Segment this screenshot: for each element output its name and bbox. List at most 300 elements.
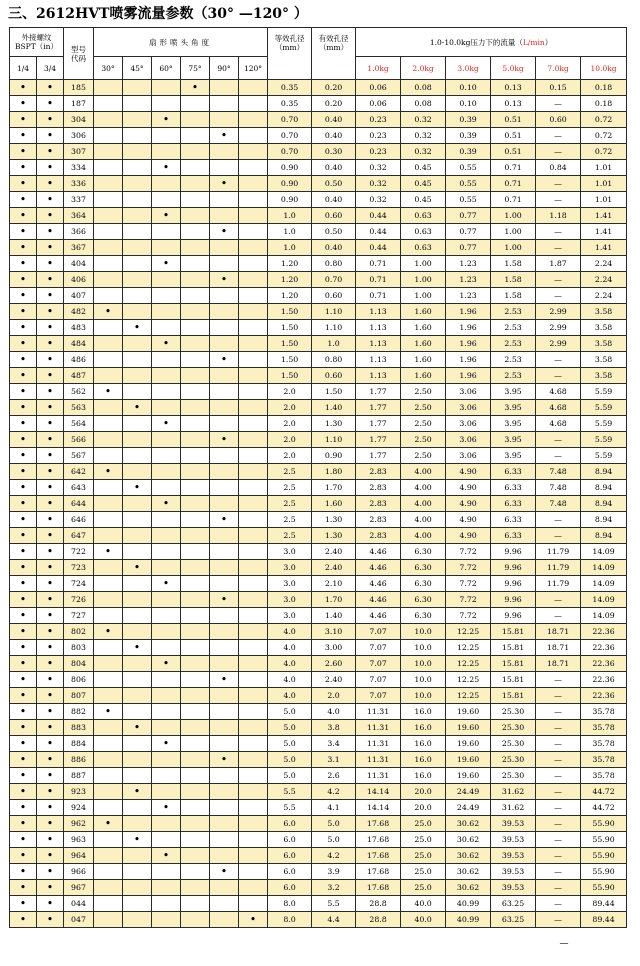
flow-cell: 3.58	[581, 368, 627, 384]
angle-cell	[123, 432, 152, 448]
angle-cell	[94, 112, 123, 128]
flow-cell: —	[536, 592, 581, 608]
model-code-cell: 487	[64, 368, 94, 384]
angle-cell	[181, 288, 210, 304]
angle-cell	[123, 416, 152, 432]
effective-orifice-cell: 0.70	[312, 272, 356, 288]
flow-cell: 3.58	[581, 320, 627, 336]
flow-cell: 0.44	[356, 208, 401, 224]
model-code-cell: 337	[64, 192, 94, 208]
table-row	[10, 288, 627, 304]
angle-cell	[210, 640, 239, 656]
angle-cell	[239, 896, 268, 912]
thread-quarter-mark: •	[10, 96, 37, 112]
angle-cell	[239, 192, 268, 208]
angle-cell	[152, 96, 181, 112]
flow-cell: 6.33	[491, 528, 536, 544]
angle-cell	[94, 288, 123, 304]
angle-cell	[152, 464, 181, 480]
equivalent-orifice-cell: 1.20	[268, 256, 312, 272]
thread-three-quarter-mark: •	[37, 336, 64, 352]
flow-cell: 25.0	[401, 816, 446, 832]
flow-cell: 0.45	[401, 176, 446, 192]
angle-cell	[181, 192, 210, 208]
equivalent-orifice-cell: 5.5	[268, 800, 312, 816]
flow-cell: 1.01	[581, 176, 627, 192]
flow-cell: 30.62	[446, 864, 491, 880]
flow-cell: 6.30	[401, 592, 446, 608]
table-row	[10, 176, 627, 192]
flow-cell: 25.30	[491, 720, 536, 736]
thread-quarter-mark: •	[10, 144, 37, 160]
angle-mark: •	[152, 336, 181, 352]
flow-cell: 39.53	[491, 848, 536, 864]
angle-cell	[152, 768, 181, 784]
flow-cell: —	[536, 752, 581, 768]
thread-three-quarter-mark: •	[37, 672, 64, 688]
flow-cell: 0.06	[356, 96, 401, 112]
equivalent-orifice-cell: 3.0	[268, 560, 312, 576]
flow-cell: 0.45	[401, 160, 446, 176]
flow-cell: 1.58	[491, 272, 536, 288]
table-row	[10, 720, 627, 736]
flow-cell: —	[536, 368, 581, 384]
flow-cell: 4.00	[401, 464, 446, 480]
flow-cell: 1.77	[356, 384, 401, 400]
flow-cell: 11.79	[536, 576, 581, 592]
flow-cell: 0.51	[491, 112, 536, 128]
flow-cell: 3.58	[581, 304, 627, 320]
angle-cell	[152, 544, 181, 560]
angle-cell	[210, 288, 239, 304]
flow-cell: 2.83	[356, 496, 401, 512]
flow-cell: 7.48	[536, 464, 581, 480]
flow-cell: 28.8	[356, 896, 401, 912]
table-row	[10, 480, 627, 496]
angle-cell	[239, 128, 268, 144]
table-row	[10, 352, 627, 368]
angle-cell	[181, 656, 210, 672]
flow-cell: —	[536, 144, 581, 160]
angle-cell	[94, 496, 123, 512]
angle-cell	[239, 848, 268, 864]
flow-cell: 1.60	[401, 352, 446, 368]
angle-cell	[210, 544, 239, 560]
angle-cell	[94, 528, 123, 544]
flow-cell: 0.72	[581, 128, 627, 144]
angle-cell	[210, 704, 239, 720]
flow-cell: 6.30	[401, 576, 446, 592]
thread-three-quarter-mark: •	[37, 256, 64, 272]
model-code-cell: 483	[64, 320, 94, 336]
effective-orifice-cell: 1.0	[312, 336, 356, 352]
model-code-cell: 644	[64, 496, 94, 512]
angle-cell	[181, 560, 210, 576]
angle-cell	[123, 144, 152, 160]
angle-cell	[123, 384, 152, 400]
table-row	[10, 624, 627, 640]
spray-flow-table	[9, 27, 627, 928]
flow-cell: 8.94	[581, 528, 627, 544]
angle-cell	[152, 352, 181, 368]
model-code-cell: 643	[64, 480, 94, 496]
table-row	[10, 672, 627, 688]
angle-cell	[181, 608, 210, 624]
thread-quarter-mark: •	[10, 448, 37, 464]
thread-quarter-mark: •	[10, 256, 37, 272]
model-code-cell: 366	[64, 224, 94, 240]
angle-cell	[210, 304, 239, 320]
angle-cell	[210, 688, 239, 704]
angle-mark: •	[152, 496, 181, 512]
thread-three-quarter-mark: •	[37, 608, 64, 624]
thread-quarter-mark: •	[10, 864, 37, 880]
flow-cell: 16.0	[401, 768, 446, 784]
angle-cell	[181, 832, 210, 848]
angle-cell	[123, 192, 152, 208]
angle-mark: •	[123, 320, 152, 336]
angle-cell	[181, 128, 210, 144]
angle-cell	[210, 528, 239, 544]
flow-cell: 1.60	[401, 304, 446, 320]
angle-cell	[152, 672, 181, 688]
angle-cell	[181, 688, 210, 704]
thread-quarter-mark: •	[10, 496, 37, 512]
angle-cell	[210, 720, 239, 736]
flow-cell: 18.71	[536, 656, 581, 672]
angle-cell	[94, 176, 123, 192]
flow-cell: 2.99	[536, 304, 581, 320]
thread-three-quarter-mark: •	[37, 320, 64, 336]
flow-cell: 3.95	[491, 432, 536, 448]
effective-orifice-cell: 1.30	[312, 528, 356, 544]
thread-three-quarter-mark: •	[37, 912, 64, 928]
thread-quarter-mark: •	[10, 768, 37, 784]
angle-cell	[181, 752, 210, 768]
angle-cell	[94, 592, 123, 608]
flow-cell: 1.96	[446, 352, 491, 368]
flow-cell: 5.59	[581, 384, 627, 400]
angle-cell	[94, 368, 123, 384]
flow-cell: 0.08	[401, 80, 446, 96]
flow-cell: 55.90	[581, 848, 627, 864]
flow-cell: 4.90	[446, 496, 491, 512]
equivalent-orifice-cell: 2.5	[268, 480, 312, 496]
table-row	[10, 208, 627, 224]
flow-cell: 1.96	[446, 304, 491, 320]
flow-cell: 2.24	[581, 288, 627, 304]
model-code-cell: 967	[64, 880, 94, 896]
angle-cell	[239, 704, 268, 720]
flow-cell: 12.25	[446, 656, 491, 672]
angle-cell	[123, 80, 152, 96]
model-code-cell: 882	[64, 704, 94, 720]
table-row	[10, 496, 627, 512]
flow-cell: 39.53	[491, 832, 536, 848]
flow-cell: 1.23	[446, 272, 491, 288]
angle-cell	[152, 624, 181, 640]
effective-orifice-cell: 0.30	[312, 144, 356, 160]
equivalent-orifice-cell: 2.5	[268, 512, 312, 528]
angle-mark: •	[152, 256, 181, 272]
flow-cell: 25.30	[491, 704, 536, 720]
flow-cell: 1.00	[491, 240, 536, 256]
flow-cell: 19.60	[446, 752, 491, 768]
thread-quarter-mark: •	[10, 384, 37, 400]
flow-cell: 0.10	[446, 80, 491, 96]
flow-cell: 2.50	[401, 448, 446, 464]
thread-three-quarter-mark: •	[37, 880, 64, 896]
effective-orifice-cell: 3.9	[312, 864, 356, 880]
angle-cell	[181, 400, 210, 416]
angle-cell	[94, 880, 123, 896]
angle-cell	[210, 496, 239, 512]
thread-three-quarter-mark: •	[37, 832, 64, 848]
flow-cell: 3.95	[491, 400, 536, 416]
thread-quarter-mark: •	[10, 880, 37, 896]
table-row	[10, 864, 627, 880]
flow-cell: 0.32	[401, 112, 446, 128]
flow-cell: 2.24	[581, 256, 627, 272]
angle-cell	[152, 752, 181, 768]
equivalent-orifice-cell: 1.50	[268, 336, 312, 352]
thread-three-quarter-mark: •	[37, 704, 64, 720]
effective-orifice-cell: 0.40	[312, 128, 356, 144]
flow-cell: 7.07	[356, 624, 401, 640]
angle-cell	[210, 448, 239, 464]
angle-cell	[94, 560, 123, 576]
angle-cell	[210, 416, 239, 432]
angle-cell	[181, 784, 210, 800]
angle-cell	[152, 384, 181, 400]
flow-cell: —	[536, 880, 581, 896]
flow-cell: 7.48	[536, 480, 581, 496]
flow-cell: 0.32	[401, 128, 446, 144]
flow-cell: 0.44	[356, 240, 401, 256]
model-code-cell: 727	[64, 608, 94, 624]
flow-cell: 24.49	[446, 800, 491, 816]
flow-cell: —	[536, 512, 581, 528]
angle-cell	[181, 512, 210, 528]
equivalent-orifice-cell: 3.0	[268, 608, 312, 624]
angle-cell	[210, 480, 239, 496]
flow-cell: 2.53	[491, 320, 536, 336]
angle-cell	[94, 736, 123, 752]
angle-cell	[239, 256, 268, 272]
flow-cell: 30.62	[446, 848, 491, 864]
flow-cell: 6.30	[401, 560, 446, 576]
angle-cell	[210, 608, 239, 624]
angle-cell	[123, 912, 152, 928]
flow-cell: 0.13	[491, 96, 536, 112]
angle-mark: •	[210, 272, 239, 288]
effective-orifice-cell: 1.50	[312, 384, 356, 400]
flow-cell: 15.81	[491, 640, 536, 656]
thread-three-quarter-mark: •	[37, 128, 64, 144]
flow-cell: 25.30	[491, 768, 536, 784]
flow-cell: 11.79	[536, 544, 581, 560]
flow-cell: 2.83	[356, 528, 401, 544]
thread-three-quarter-mark: •	[37, 784, 64, 800]
thread-three-quarter-mark: •	[37, 848, 64, 864]
table-row	[10, 784, 627, 800]
angle-cell	[152, 688, 181, 704]
thread-quarter-mark: •	[10, 624, 37, 640]
flow-cell: 0.32	[356, 160, 401, 176]
angle-mark: •	[210, 672, 239, 688]
angle-cell	[210, 144, 239, 160]
flow-cell: 0.63	[401, 240, 446, 256]
equivalent-orifice-cell: 6.0	[268, 832, 312, 848]
thread-three-quarter-mark: •	[37, 736, 64, 752]
effective-orifice-cell: 1.80	[312, 464, 356, 480]
angle-cell	[239, 656, 268, 672]
flow-cell: 4.90	[446, 512, 491, 528]
angle-cell	[94, 768, 123, 784]
flow-cell: 1.13	[356, 368, 401, 384]
flow-cell: 1.60	[401, 336, 446, 352]
table-row	[10, 512, 627, 528]
flow-cell: 1.41	[581, 224, 627, 240]
equivalent-orifice-cell: 3.0	[268, 592, 312, 608]
flow-cell: 4.00	[401, 528, 446, 544]
angle-cell	[181, 96, 210, 112]
flow-cell: 2.50	[401, 400, 446, 416]
flow-cell: 28.8	[356, 912, 401, 928]
angle-cell	[152, 272, 181, 288]
angle-cell	[123, 576, 152, 592]
thread-three-quarter-mark: •	[37, 480, 64, 496]
effective-orifice-cell: 0.60	[312, 288, 356, 304]
angle-cell	[123, 528, 152, 544]
flow-cell: —	[536, 272, 581, 288]
flow-cell: —	[536, 912, 581, 928]
angle-cell	[94, 688, 123, 704]
effective-orifice-cell: 0.90	[312, 448, 356, 464]
angle-cell	[94, 96, 123, 112]
effective-orifice-cell: 3.00	[312, 640, 356, 656]
flow-cell: 6.33	[491, 496, 536, 512]
angle-cell	[210, 768, 239, 784]
angle-cell	[152, 304, 181, 320]
angle-cell	[181, 464, 210, 480]
thread-three-quarter-mark: •	[37, 112, 64, 128]
effective-orifice-cell: 4.2	[312, 848, 356, 864]
flow-cell: 0.60	[536, 112, 581, 128]
flow-cell: —	[536, 688, 581, 704]
angle-cell	[123, 656, 152, 672]
angle-cell	[210, 368, 239, 384]
effective-orifice-cell: 0.40	[312, 112, 356, 128]
flow-cell: 2.53	[491, 352, 536, 368]
table-row	[10, 816, 627, 832]
angle-cell	[152, 448, 181, 464]
flow-cell: 35.78	[581, 720, 627, 736]
flow-cell: 1.41	[581, 240, 627, 256]
flow-cell: 1.00	[401, 288, 446, 304]
flow-cell: 1.18	[536, 208, 581, 224]
effective-orifice-cell: 0.50	[312, 176, 356, 192]
model-code-cell: 722	[64, 544, 94, 560]
flow-cell: 2.50	[401, 416, 446, 432]
thread-three-quarter-mark: •	[37, 352, 64, 368]
angle-cell	[123, 240, 152, 256]
thread-quarter-mark: •	[10, 224, 37, 240]
flow-cell: 15.81	[491, 672, 536, 688]
flow-cell: 25.0	[401, 864, 446, 880]
angle-cell	[152, 432, 181, 448]
flow-cell: 0.06	[356, 80, 401, 96]
angle-cell	[123, 848, 152, 864]
flow-cell: 22.36	[581, 688, 627, 704]
flow-cell: —	[536, 192, 581, 208]
flow-cell: 1.01	[581, 160, 627, 176]
angle-cell	[210, 384, 239, 400]
equivalent-orifice-cell: 4.0	[268, 688, 312, 704]
angle-cell	[239, 688, 268, 704]
flow-cell: 15.81	[491, 688, 536, 704]
thread-quarter-mark: •	[10, 176, 37, 192]
angle-cell	[181, 736, 210, 752]
model-code-cell: 364	[64, 208, 94, 224]
thread-quarter-mark: •	[10, 512, 37, 528]
flow-cell: 1.58	[491, 288, 536, 304]
thread-three-quarter-mark: •	[37, 400, 64, 416]
equivalent-orifice-cell: 4.0	[268, 672, 312, 688]
equivalent-orifice-cell: 6.0	[268, 880, 312, 896]
angle-mark: •	[94, 816, 123, 832]
angle-cell	[239, 624, 268, 640]
flow-cell: 18.71	[536, 624, 581, 640]
angle-cell	[239, 512, 268, 528]
angle-cell	[181, 704, 210, 720]
table-row	[10, 880, 627, 896]
angle-cell	[94, 144, 123, 160]
flow-cell: 2.24	[581, 272, 627, 288]
angle-cell	[239, 320, 268, 336]
flow-cell: 17.68	[356, 848, 401, 864]
table-row	[10, 304, 627, 320]
angle-cell	[152, 608, 181, 624]
equivalent-orifice-cell: 2.5	[268, 464, 312, 480]
angle-cell	[123, 688, 152, 704]
thread-quarter-mark: •	[10, 288, 37, 304]
flow-cell: 17.68	[356, 880, 401, 896]
flow-cell: 3.95	[491, 448, 536, 464]
flow-cell: —	[536, 704, 581, 720]
model-code-cell: 404	[64, 256, 94, 272]
table-row	[10, 752, 627, 768]
model-code-cell: 406	[64, 272, 94, 288]
angle-mark: •	[239, 912, 268, 928]
angle-cell	[181, 864, 210, 880]
effective-orifice-cell: 1.30	[312, 512, 356, 528]
model-code-cell: 884	[64, 736, 94, 752]
flow-cell: 8.94	[581, 512, 627, 528]
flow-cell: —	[536, 672, 581, 688]
thread-quarter-mark: •	[10, 576, 37, 592]
angle-cell	[181, 640, 210, 656]
model-code-cell: 047	[64, 912, 94, 928]
pressure-header: 5.0kg	[491, 57, 536, 80]
angle-mark: •	[210, 176, 239, 192]
thread-three-quarter-mark: •	[37, 464, 64, 480]
effective-orifice-cell: 0.50	[312, 224, 356, 240]
table-row	[10, 528, 627, 544]
flow-cell: 9.96	[491, 608, 536, 624]
thread-three-quarter-mark: •	[37, 576, 64, 592]
flow-cell: 20.0	[401, 784, 446, 800]
